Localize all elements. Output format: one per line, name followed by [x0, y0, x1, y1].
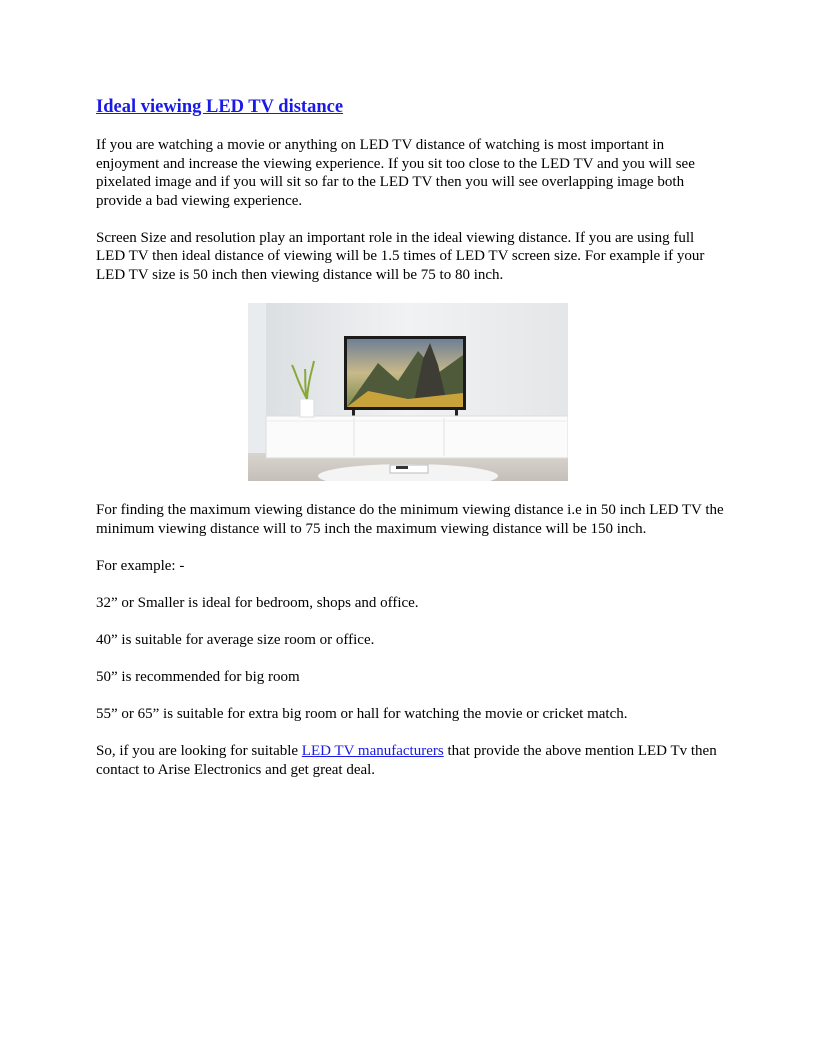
max-distance-paragraph: For finding the maximum viewing distance do the minimum viewing distance i.e in 50 inch LED TV the minimum viewing distance will to 75 inch the maximum viewing distance will be 150 inch. — [96, 502, 724, 537]
document-page — [96, 95, 726, 798]
closing-paragraph — [96, 742, 726, 779]
tv-screen — [344, 336, 466, 410]
size-55-65-item: 55” or 65” is suitable for extra big room or hall for watching the movie or cricket match. — [96, 706, 628, 723]
size-40-item: 40” is suitable for average size room or office. — [96, 632, 375, 649]
closing-text-before: So, if you are looking for suitable — [96, 743, 302, 760]
intro-paragraph: If you are watching a movie or anything on LED TV distance of watching is most important in enjoyment and increase the viewing experience. If you sit too close to the LED TV and you will see pixelated image and if you will sit so far to the LED TV then you will see overlapping image both provide a bad viewing experience. — [96, 137, 695, 209]
closing-text-after: that provide the above mention LED Tv then contact to Arise Electronics and get great deal. — [96, 743, 717, 778]
size-32-item: 32” or Smaller is ideal for bedroom, shops and office. — [96, 594, 419, 611]
led-tv-manufacturers-link[interactable]: LED TV manufacturers — [301, 743, 444, 760]
example-heading: For example: - — [96, 557, 185, 574]
page-title — [96, 95, 726, 119]
size-50-item: 50” is recommended for big room — [96, 669, 300, 686]
tv-photo — [248, 303, 568, 481]
screen-size-paragraph: Screen Size and resolution play an important role in the ideal viewing distance. If you are using full LED TV then ideal distance of viewing will be 1.5 times of LED TV screen size. For example if your LED TV size is 50 inch then viewing distance will be 75 to 80 inch. — [96, 229, 705, 284]
title-link[interactable]: Ideal viewing LED TV distance — [96, 97, 344, 117]
